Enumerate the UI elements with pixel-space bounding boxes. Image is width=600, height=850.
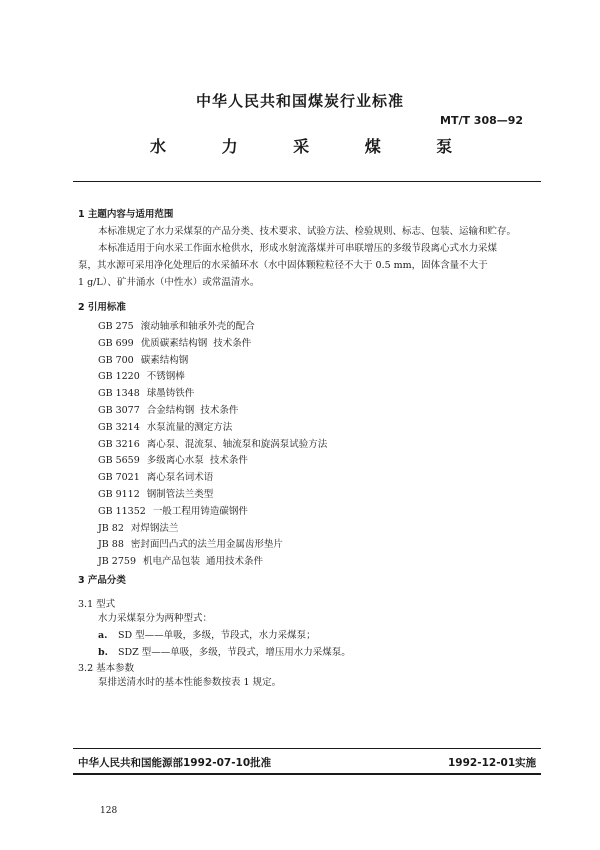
reference-title: 滚动轴承和轴承外壳的配合 <box>140 321 255 332</box>
reference-title: 多级离心水泵 技术条件 <box>146 455 248 467</box>
reference-item <box>98 471 213 485</box>
reference-title: 离心泵、混流泵、轴流泵和旋涡泵试验方法 <box>146 438 328 450</box>
effective-date: 1992-12-01实施 <box>448 757 537 769</box>
reference-code: JB 82 <box>98 522 124 534</box>
issuing-organization: 中华人民共和国煤炭行业标准 <box>195 92 404 110</box>
reference-code: GB 275 <box>98 321 134 332</box>
reference-item <box>98 538 283 552</box>
header-rule <box>73 181 541 182</box>
reference-title: 优质碳素结构钢 技术条件 <box>140 337 252 349</box>
reference-code: GB 11352 <box>98 505 146 517</box>
page-number: 128 <box>100 806 118 816</box>
reference-item <box>98 555 263 569</box>
reference-code: GB 3077 <box>98 405 140 416</box>
reference-item <box>98 438 327 452</box>
reference-code: GB 9112 <box>98 489 140 500</box>
item-a-label: a. <box>98 630 108 641</box>
item-a-text: SD 型——单吸，多级，节段式，水力采煤泵； <box>118 630 316 641</box>
reference-item <box>98 522 178 536</box>
reference-item <box>98 454 248 468</box>
reference-code: GB 3214 <box>98 421 140 433</box>
reference-item <box>98 320 255 334</box>
section-1-paragraph-1: 本标准规定了水力采煤泵的产品分类、技术要求、试验方法、检验规则、标志、包装、运输和贮存。 <box>98 226 517 237</box>
section-3-1-heading: 3.1 型式 <box>78 599 116 610</box>
reference-code: JB 88 <box>98 539 124 551</box>
item-b-label: b. <box>98 647 108 658</box>
reference-title: 机电产品包装 通用技术条件 <box>143 556 264 568</box>
section-3-1-text: 水力采煤泵分为两种型式： <box>98 613 213 624</box>
section-1-paragraph-2-line-2: 泵，其水源可采用净化处理后的水采循环水（水中固体颗粒粒径不大于 0.5 mm，固体含量不大于 <box>78 260 488 271</box>
reference-title: 密封面凹凸式的法兰用金属齿形垫片 <box>130 539 283 551</box>
item-b-text: SDZ 型——单吸，多级，节段式，增压用水力采煤泵。 <box>118 647 351 658</box>
footer-rule-top <box>73 748 541 749</box>
reference-item <box>98 488 213 502</box>
footer-rule-bottom <box>73 773 541 775</box>
reference-item <box>98 354 188 368</box>
reference-item <box>98 387 194 401</box>
reference-code: GB 699 <box>98 337 134 349</box>
section-3-heading: 3 产品分类 <box>78 575 126 586</box>
reference-title: 水泵流量的测定方法 <box>146 421 233 433</box>
reference-code: GB 7021 <box>98 472 140 484</box>
section-3-2-heading: 3.2 基本参数 <box>78 663 135 674</box>
reference-code: GB 3216 <box>98 438 140 450</box>
section-3-2-text: 泵排送清水时的基本性能参数按表 1 规定。 <box>98 677 282 688</box>
reference-title: 一般工程用铸造碳钢件 <box>152 505 248 517</box>
reference-title: 对焊钢法兰 <box>130 522 179 534</box>
section-1-paragraph-2-line-1: 本标准适用于向水采工作面水枪供水，形成水射流落煤并可串联增压的多级节段离心式水力采煤 <box>98 243 498 254</box>
document-title: 水 力 采 煤 泵 <box>150 137 473 156</box>
standard-number: MT/T 308—92 <box>440 114 524 127</box>
reference-item <box>98 337 251 351</box>
reference-title: 不锈钢棒 <box>146 371 185 383</box>
reference-code: GB 5659 <box>98 455 140 467</box>
reference-code: JB 2759 <box>98 556 136 568</box>
reference-title: 钢制管法兰类型 <box>146 489 214 500</box>
section-2-heading: 2 引用标准 <box>78 302 126 313</box>
approval-line: 中华人民共和国能源部1992-07-10批准 <box>78 757 272 769</box>
section-1-paragraph-2-line-3: 1 g/L）、矿井涌水（中性水）或常温清水。 <box>78 277 260 288</box>
reference-item <box>98 370 185 384</box>
reference-code: GB 700 <box>98 354 134 366</box>
reference-item <box>98 505 248 519</box>
reference-item <box>98 421 232 435</box>
reference-code: GB 1220 <box>98 371 140 383</box>
reference-item <box>98 404 238 418</box>
reference-title: 合金结构钢 技术条件 <box>146 405 239 416</box>
reference-title: 碳素结构钢 <box>140 354 189 366</box>
reference-title: 离心泵名词术语 <box>146 472 214 484</box>
reference-title: 球墨铸铁件 <box>146 388 195 400</box>
reference-code: GB 1348 <box>98 388 140 400</box>
section-1-heading: 1 主题内容与适用范围 <box>78 209 174 220</box>
